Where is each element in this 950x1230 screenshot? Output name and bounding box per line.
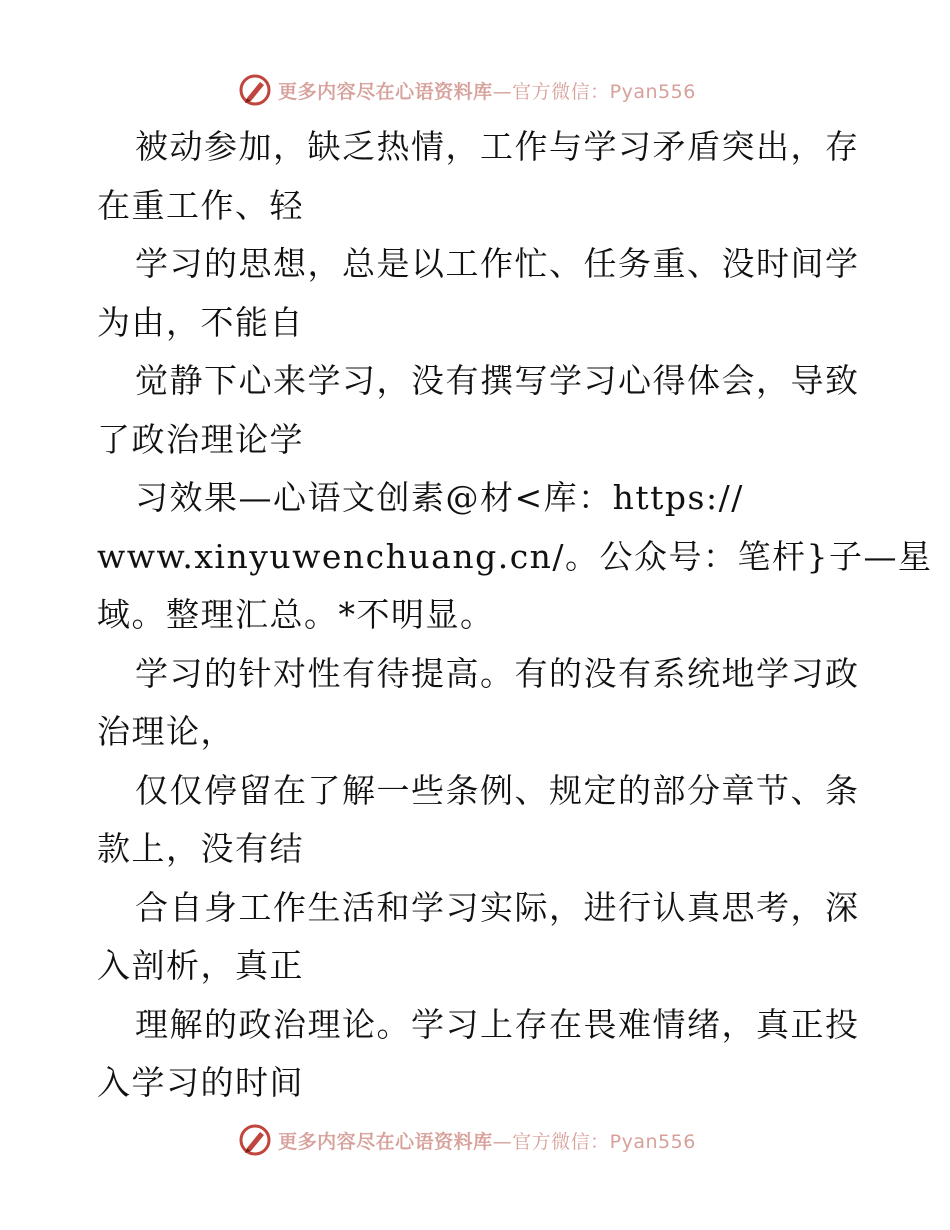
text-line: 被动参加，缺乏热情，工作与学习矛盾突出，存	[135, 127, 860, 166]
banner-wechat-text: 官方微信：Pyan556	[512, 1130, 696, 1153]
text-line: 合自身工作生活和学习实际，进行认真思考，深	[135, 887, 860, 927]
text-line: 治理论，	[97, 712, 235, 751]
banner-main-text: 更多内容尽在心语资料库	[278, 1130, 493, 1153]
pen-logo-icon	[238, 73, 272, 107]
banner-separator: —	[492, 80, 513, 103]
pen-logo-icon	[238, 1123, 272, 1157]
banner-wechat-text: 官方微信：Pyan556	[512, 80, 696, 103]
text-line: 为由，不能自	[97, 302, 304, 342]
banner-separator: —	[492, 1130, 513, 1153]
text-line: 域。整理汇总。*不明显。	[97, 595, 495, 634]
text-line: 仅仅停留在了解一些条例、规定的部分章节、条	[135, 770, 860, 810]
footer-watermark-banner	[0, 1120, 950, 1160]
header-watermark-banner	[0, 70, 950, 110]
text-line: 习效果—心语文创素@材<库：https://	[135, 478, 744, 517]
banner-main-text: 更多内容尽在心语资料库	[278, 80, 493, 103]
text-line: 在重工作、轻	[97, 185, 304, 225]
text-line: 学习的针对性有待提高。有的没有系统地学习政	[135, 653, 860, 693]
text-line: 款上，没有结	[97, 829, 304, 868]
text-line: 入剖析，真正	[97, 946, 304, 985]
text-line: 觉静下心来学习，没有撰写学习心得体会，导致	[135, 361, 860, 400]
text-line: 了政治理论学	[97, 419, 304, 459]
text-line: 学习的思想，总是以工作忙、任务重、没时间学	[135, 244, 860, 283]
text-line: www.xinyuwenchuang.cn/。公众号：笔杆}子—星	[97, 536, 933, 576]
text-line: 入学习的时间	[97, 1063, 304, 1102]
text-line: 理解的政治理论。学习上存在畏难情绪，真正投	[135, 1004, 860, 1044]
document-body	[97, 118, 933, 1113]
